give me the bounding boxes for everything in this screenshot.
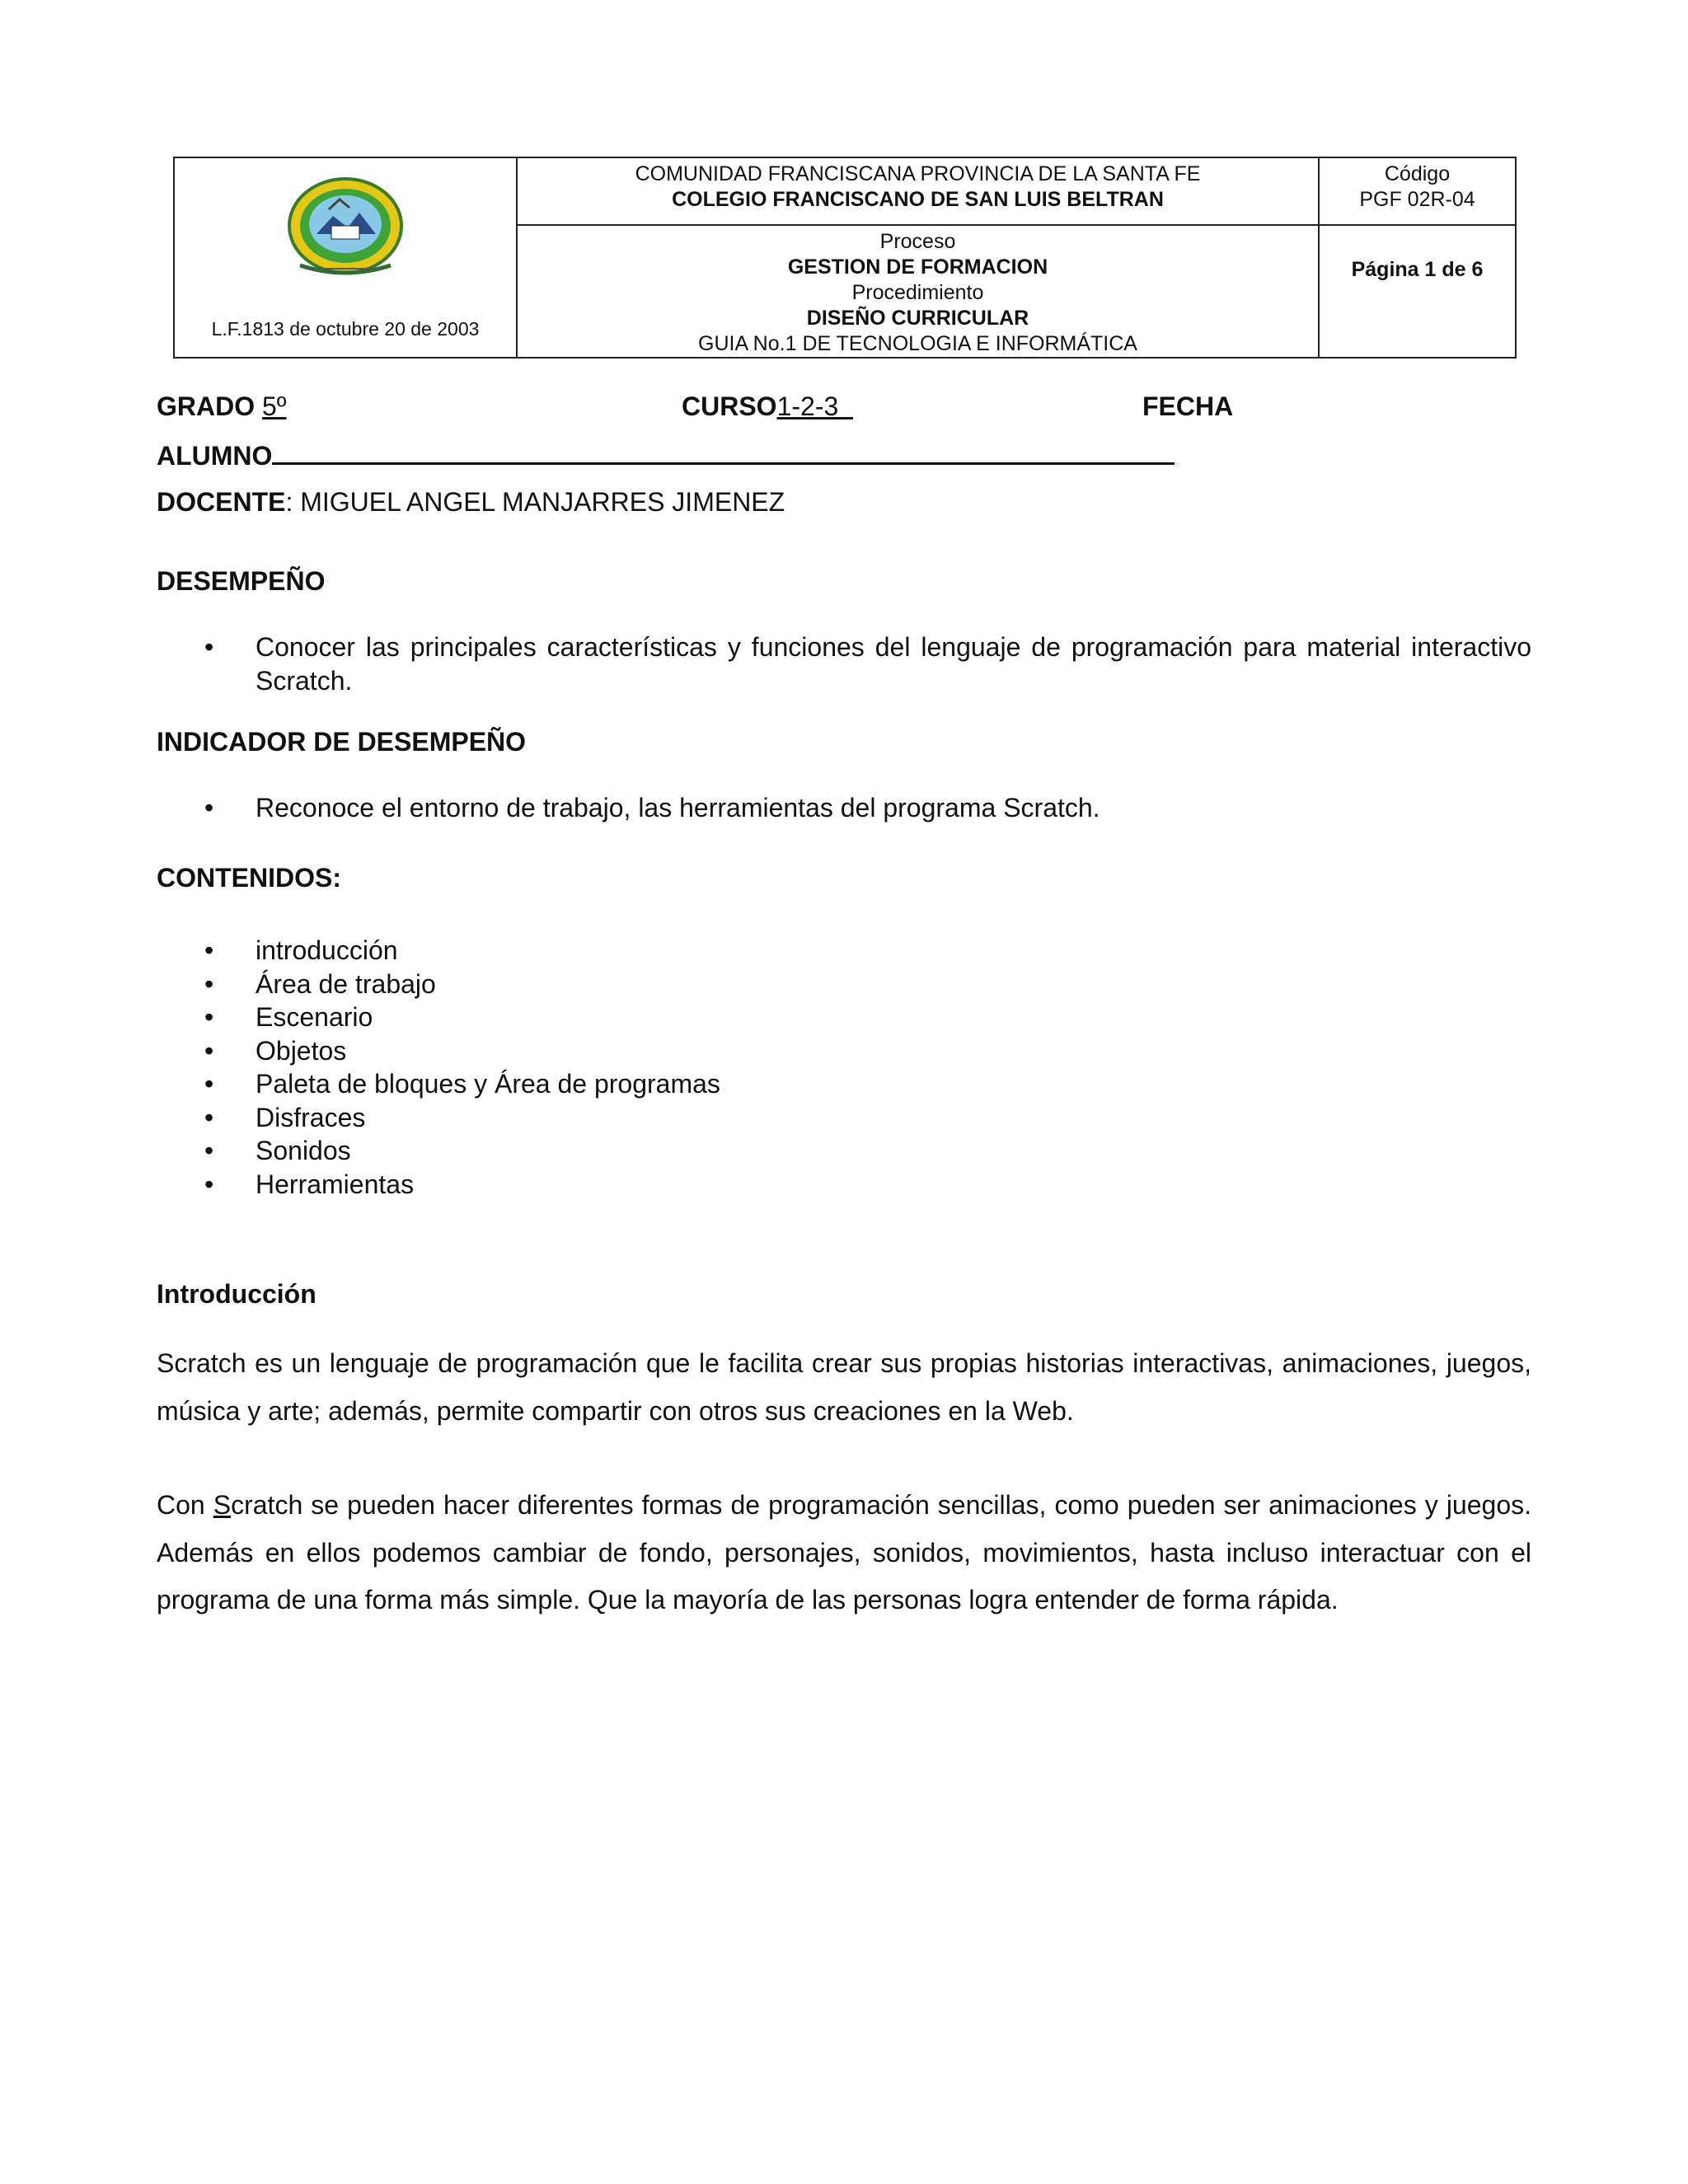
list-item: • Herramientas bbox=[157, 1168, 720, 1202]
list-item: • Escenario bbox=[157, 1001, 720, 1034]
list-item: • Conocer las principales características y funciones del lenguaje de programación para material interactivo Scratch. bbox=[157, 630, 1531, 697]
list-item: • Área de trabajo bbox=[157, 968, 720, 1001]
curso-label: CURSO bbox=[682, 391, 777, 421]
grado-row bbox=[157, 390, 286, 423]
list-item: • Reconoce el entorno de trabajo, las herramientas del programa Scratch. bbox=[157, 791, 1100, 825]
paragraph-rest: cratch se pueden hacer diferentes formas de programación sencillas, como pueden ser animaciones y juegos. Además en ellos podemos cambiar de fondo, personajes, sonidos, movimientos, hasta incluso interactuar con el programa de una forma más simple. Que la mayoría de las personas logra entender de forma rápida. bbox=[157, 1490, 1532, 1615]
alumno-blank-line bbox=[272, 438, 1175, 465]
curso-value: 1-2-3 bbox=[776, 391, 854, 421]
introduccion-paragraph-2 bbox=[157, 1482, 1531, 1624]
fecha-label: FECHA bbox=[1142, 391, 1234, 421]
docente-row bbox=[157, 485, 785, 518]
curso-row bbox=[682, 390, 853, 423]
introduccion-paragraph-1: Scratch es un lenguaje de programación que le facilita crear sus propias historias interactivas, animaciones, juegos, música y arte; además, permite compartir con otros sus creaciones en la Web. bbox=[157, 1348, 1531, 1426]
institution-cell bbox=[517, 157, 1319, 225]
desempeno-list bbox=[157, 630, 1531, 697]
process-label: Proceso bbox=[879, 230, 956, 253]
contenidos-list bbox=[157, 934, 720, 1201]
paragraph-prefix: Con bbox=[157, 1490, 213, 1520]
community-name: COMUNIDAD FRANCISCANA PROVINCIA DE LA SANTA FE bbox=[635, 162, 1201, 185]
guide-title: GUIA No.1 DE TECNOLOGIA E INFORMÁTICA bbox=[698, 332, 1137, 355]
process-cell bbox=[517, 225, 1319, 358]
alumno-row bbox=[157, 438, 1175, 472]
school-name: COLEGIO FRANCISCANO DE SAN LUIS BELTRAN bbox=[672, 188, 1164, 211]
page-number-cell bbox=[1319, 225, 1516, 358]
procedure-value: DISEÑO CURRICULAR bbox=[806, 307, 1029, 330]
logo-cell bbox=[174, 157, 517, 358]
procedure-label: Procedimiento bbox=[851, 281, 984, 304]
indicador-list bbox=[157, 791, 1100, 825]
indicador-heading: INDICADOR DE DESEMPEÑO bbox=[157, 727, 527, 757]
header-table bbox=[173, 157, 1517, 359]
list-item: • Objetos bbox=[157, 1034, 720, 1068]
introduccion-heading: Introducción bbox=[157, 1279, 316, 1309]
list-item: • Paleta de bloques y Área de programas bbox=[157, 1067, 720, 1101]
grado-label: GRADO bbox=[157, 391, 256, 421]
code-value: PGF 02R-04 bbox=[1359, 188, 1475, 211]
process-value: GESTION DE FORMACION bbox=[787, 255, 1048, 279]
list-item: • Disfraces bbox=[157, 1101, 720, 1135]
alumno-label: ALUMNO bbox=[157, 441, 273, 471]
docente-label: DOCENTE bbox=[157, 487, 286, 517]
contenidos-heading: CONTENIDOS: bbox=[157, 863, 341, 893]
page-number: Página 1 de 6 bbox=[1351, 258, 1484, 281]
school-crest-logo bbox=[284, 176, 407, 284]
docente-value: : MIGUEL ANGEL MANJARRES JIMENEZ bbox=[285, 487, 785, 517]
code-label: Código bbox=[1384, 162, 1451, 185]
list-item: • Sonidos bbox=[157, 1134, 720, 1168]
code-cell bbox=[1319, 157, 1516, 225]
license-text: L.F.1813 de octubre 20 de 2003 bbox=[211, 318, 480, 340]
list-item: • introducción bbox=[157, 934, 720, 968]
fecha-row bbox=[1142, 390, 1233, 423]
grado-value: 5º bbox=[262, 391, 287, 421]
underlined-initial: S bbox=[213, 1490, 232, 1520]
desempeno-heading: DESEMPEÑO bbox=[157, 566, 326, 596]
